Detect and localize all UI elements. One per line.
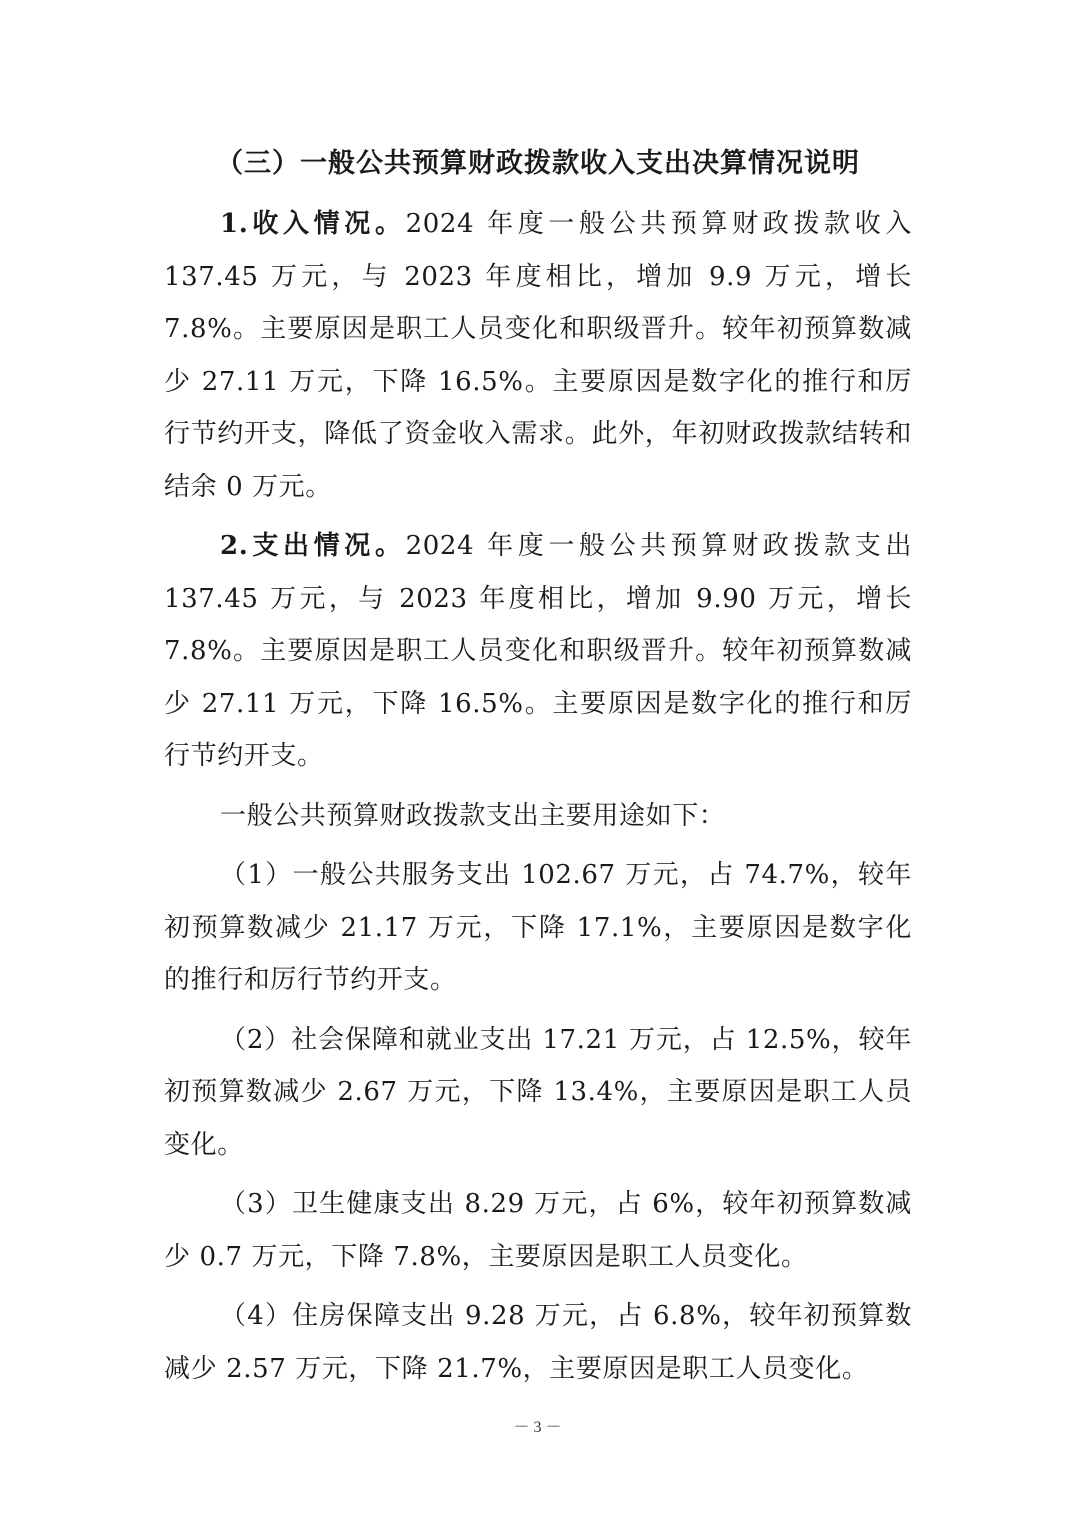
paragraph-income — [164, 198, 912, 513]
paragraph-item-2 — [164, 1014, 912, 1172]
paragraph-text-income: 2024 年度一般公共预算财政拨款收入 137.45 万元，与 2023 年度相比，增加 9.9 万元，增长 7.8%。主要原因是职工人员变化和职级晋升。较年初预算数减少 27.11 万元，下降 16.5%。主要原因是数字化的推行和厉行节约开支，降低了资金收入需求。此外，年初财政拨款结转和结余 0 万元。 — [164, 209, 912, 502]
paragraph-item-1 — [164, 849, 912, 1007]
paragraph-text-item-1: （1）一般公共服务支出 102.67 万元，占 74.7%，较年初预算数减少 21.17 万元，下降 17.1%，主要原因是数字化的推行和厉行节约开支。 — [164, 860, 912, 995]
paragraph-lead-expenditure: 2.支出情况。 — [220, 531, 406, 561]
paragraph-lead-income: 1.收入情况。 — [220, 209, 406, 239]
paragraph-text-item-3: （3）卫生健康支出 8.29 万元，占 6%，较年初预算数减少 0.7 万元，下降 7.8%，主要原因是职工人员变化。 — [164, 1189, 912, 1272]
document-body — [164, 140, 912, 1402]
paragraph-item-4 — [164, 1290, 912, 1395]
paragraph-usage-intro — [164, 790, 912, 843]
paragraph-text-item-2: （2）社会保障和就业支出 17.21 万元，占 12.5%，较年初预算数减少 2.67 万元，下降 13.4%，主要原因是职工人员变化。 — [164, 1024, 912, 1160]
paragraph-text-item-4: （4）住房保障支出 9.28 万元，占 6.8%，较年初预算数减少 2.57 万元，下降 21.7%，主要原因是职工人员变化。 — [164, 1301, 912, 1384]
paragraph-text-usage-intro: 一般公共预算财政拨款支出主要用途如下： — [220, 800, 726, 831]
paragraph-expenditure — [164, 520, 912, 783]
paragraph-text-expenditure: 2024 年度一般公共预算财政拨款支出 137.45 万元，与 2023 年度相比，增加 9.90 万元，增长 7.8%。主要原因是职工人员变化和职级晋升。较年初预算数减少 27.11 万元，下降 16.5%。主要原因是数字化的推行和厉行节约开支。 — [164, 531, 912, 771]
section-title: （三）一般公共预算财政拨款收入支出决算情况说明 — [216, 148, 860, 179]
paragraph-item-3 — [164, 1178, 912, 1283]
page-number: － 3 － — [513, 1419, 562, 1436]
